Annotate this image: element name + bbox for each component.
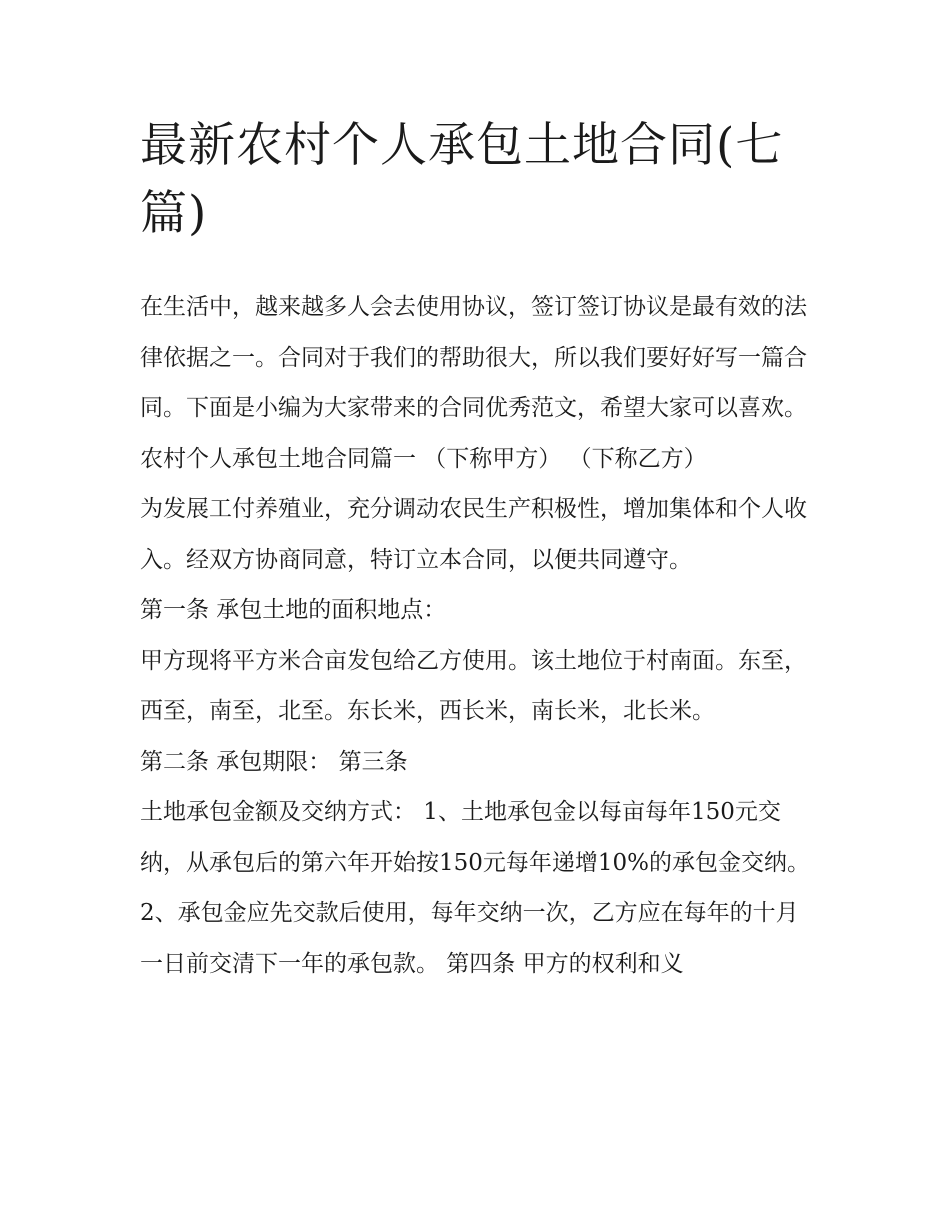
document-body (140, 282, 815, 989)
paragraph-article-2-3: 第二条 承包期限： 第三条 (140, 748, 408, 775)
document-title: 最新农村个人承包土地合同(七篇) (140, 118, 784, 241)
paragraph-payment-1: 土地承包金额及交纳方式： 1、土地承包金以每亩每年150元交纳，从承包后的第六年开始按150元每年递增10%的承包金交纳。 (140, 799, 811, 876)
paragraph-payment-2: 2、承包金应先交款后使用，每年交纳一次，乙方应在每年的十月一日前交清下一年的承包款。 第四条 甲方的权利和义 (140, 900, 799, 977)
paragraph-article-1: 第一条 承包土地的面积地点： (140, 597, 447, 623)
paragraph-purpose: 为发展工付养殖业，充分调动农民生产积极性，增加集体和个人收入。经双方协商同意，特订立本合同，以便共同遵守。 (140, 496, 807, 573)
document-page (140, 112, 815, 989)
paragraph-contract-heading: 农村个人承包土地合同篇一 （下称甲方） （下称乙方） (140, 445, 707, 472)
paragraph-intro: 在生活中，越来越多人会去使用协议，签订签订协议是最有效的法律依据之一。合同对于我们的帮助很大，所以我们要好好写一篇合同。下面是小编为大家带来的合同优秀范文，希望大家可以喜欢。 (140, 294, 807, 421)
paragraph-land-location: 甲方现将平方米合亩发包给乙方使用。该土地位于村南面。东至，西至，南至，北至。东长米，西长米，南长米，北长米。 (140, 647, 807, 724)
